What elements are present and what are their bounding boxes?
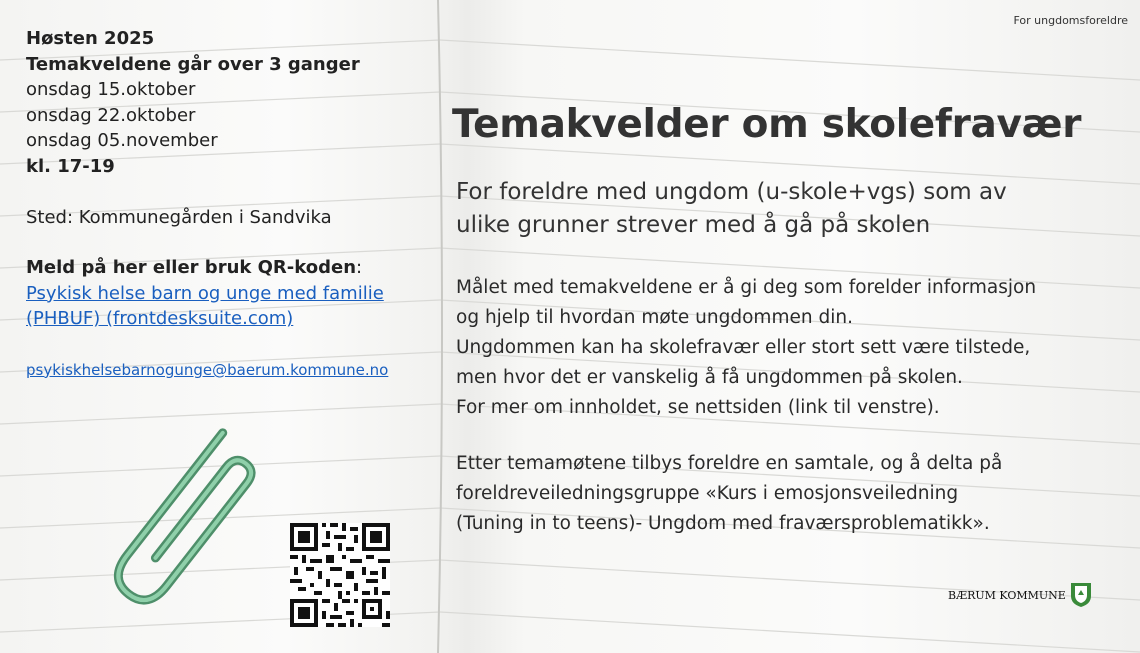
paragraph-line: Målet med temakveldene er å gi deg som forelder informasjon	[456, 277, 1037, 298]
paragraph-line: og hjelp til hvordan møte ungdommen din.	[456, 307, 853, 328]
paragraph-line: men hvor det er vanskelig å få ungdommen på skolen.	[456, 367, 963, 388]
date-item: onsdag 15.oktober	[26, 79, 196, 101]
logo-text: BÆRUM KOMMUNE	[948, 588, 1066, 602]
signup-link-line1: Psykisk helse barn og unge med familie	[26, 282, 384, 304]
paperclip-icon	[70, 405, 290, 635]
paragraph-line: Etter temamøtene tilbys foreldre en samtale, og å delta på	[456, 453, 1003, 474]
paragraph-line: (Tuning in to teens)- Ungdom med fraværsproblematikk».	[456, 513, 990, 534]
season-heading: Høsten 2025	[26, 28, 155, 49]
signup-colon: :	[356, 257, 363, 279]
date-item: onsdag 22.oktober	[26, 104, 196, 126]
followup-paragraph	[456, 449, 1086, 539]
subtitle-line: For foreldre med ungdom (u-skole+vgs) som av	[456, 179, 1007, 205]
event-time: kl. 17-19	[26, 155, 115, 177]
subtitle	[456, 176, 1076, 242]
venue: Sted: Kommunegården i Sandvika	[26, 206, 332, 228]
event-info	[26, 26, 426, 384]
signup-link[interactable]	[26, 283, 384, 330]
sessions-intro: Temakveldene går over 3 ganger	[26, 53, 360, 75]
audience-label: For ungdomsforeldre	[1013, 14, 1128, 27]
paragraph-line: For mer om innholdet, se nettsiden (link til venstre).	[456, 397, 940, 418]
date-item: onsdag 05.november	[26, 130, 218, 152]
subtitle-line: ulike grunner strever med å gå på skolen	[456, 212, 931, 238]
description-paragraph	[456, 273, 1086, 423]
qr-code-icon	[290, 523, 390, 627]
paragraph-line: foreldreveiledningsgruppe «Kurs i emosjonsveiledning	[456, 483, 959, 504]
signup-bold: Meld på her eller bruk QR-koden	[26, 257, 357, 279]
coat-of-arms-icon	[1070, 582, 1092, 608]
page-title: Temakvelder om skolefravær	[452, 102, 1082, 147]
municipality-logo	[948, 582, 1092, 608]
signup-link-line2: (PHBUF) (frontdesksuite.com)	[26, 308, 294, 330]
signup-label	[26, 255, 426, 281]
contact-email-link[interactable]: psykiskhelsebarnogunge@baerum.kommune.no	[26, 360, 389, 379]
paragraph-line: Ungdommen kan ha skolefravær eller stort sett være tilstede,	[456, 337, 1031, 358]
